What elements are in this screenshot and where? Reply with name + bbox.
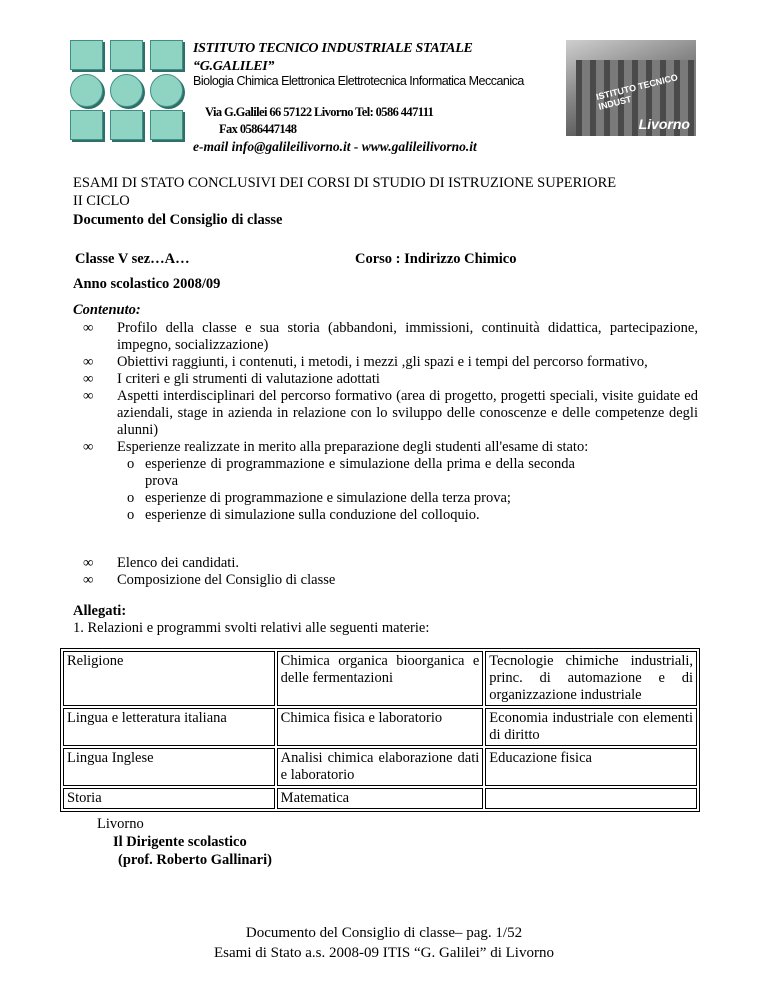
course-label: Corso : Indirizzo Chimico xyxy=(355,251,517,267)
extra-contents-list xyxy=(73,555,698,589)
signature-place: Livorno xyxy=(97,816,144,832)
table-row xyxy=(63,708,697,746)
list-item: ∞ Composizione del Consiglio di classe xyxy=(83,572,336,588)
table-row xyxy=(63,748,697,786)
table-cell: Analisi chimica elaborazione dati e laboratorio xyxy=(277,748,484,786)
table-cell: Chimica organica bioorganica e delle fermentazioni xyxy=(277,651,484,706)
table-cell: Chimica fisica e laboratorio xyxy=(277,708,484,746)
table-cell: Tecnologie chimiche industriali, princ. di automazione e di organizzazione industriale xyxy=(485,651,697,706)
list-item: ∞ Obiettivi raggiunti, i contenuti, i metodi, i mezzi ,gli spazi e i tempi del percorso formativo, xyxy=(83,354,648,370)
table-cell: Economia industriale con elementi di diritto xyxy=(485,708,697,746)
table-cell xyxy=(485,788,697,809)
attachments-item: 1. Relazioni e programmi svolti relativi alle seguenti materie: xyxy=(73,620,430,636)
exam-heading: ESAMI DI STATO CONCLUSIVI DEI CORSI DI STUDIO DI ISTRUZIONE SUPERIORE II CICLO xyxy=(73,175,617,209)
attachments-heading: Allegati: xyxy=(73,603,127,619)
school-logo xyxy=(70,40,182,140)
list-item: ∞ Profilo della classe e sua storia (abbandoni, immissioni, continuità didattica, partecipazione, impegno, socializzazione) xyxy=(83,320,698,353)
school-year: Anno scolastico 2008/09 xyxy=(73,276,221,292)
table-cell: Lingua Inglese xyxy=(63,748,275,786)
subjects-table xyxy=(60,648,700,812)
table-cell: Lingua e letteratura italiana xyxy=(63,708,275,746)
table-row xyxy=(63,651,697,706)
table-cell: Storia xyxy=(63,788,275,809)
school-email: e-mail info@galileilivorno.it - www.galileilivorno.it xyxy=(193,139,477,154)
school-building-photo: ISTITUTO TECNICO INDUST Livorno xyxy=(566,40,696,136)
page-footer xyxy=(0,923,768,963)
sub-list-item: o esperienze di programmazione e simulazione della prima e della seconda prova xyxy=(127,456,575,489)
contents-heading: Contenuto: xyxy=(73,302,141,318)
class-label: Classe V sez…A… xyxy=(75,251,190,267)
table-cell: Educazione fisica xyxy=(485,748,697,786)
list-item: ∞ Esperienze realizzate in merito alla preparazione degli studenti all'esame di stato: xyxy=(83,439,589,455)
school-name: ISTITUTO TECNICO INDUSTRIALE STATALE “G.GALILEI” xyxy=(193,41,473,74)
list-item: ∞ I criteri e gli strumenti di valutazione adottati xyxy=(83,371,380,387)
footer-page-info: Documento del Consiglio di classe– pag. 1/52 xyxy=(245,925,523,941)
footer-exam-info: Esami di Stato a.s. 2008-09 ITIS “G. Galilei” di Livorno xyxy=(214,945,554,961)
doc-title: Documento del Consiglio di classe xyxy=(73,212,283,228)
school-specializations: Biologia Chimica Elettronica Elettrotecnica Informatica Meccanica xyxy=(193,74,524,88)
table-row xyxy=(63,788,697,809)
sub-list-item: o esperienze di simulazione sulla conduzione del colloquio. xyxy=(127,507,480,523)
sub-list-item: o esperienze di programmazione e simulazione della terza prova; xyxy=(127,490,511,506)
signature-role: Il Dirigente scolastico xyxy=(113,834,247,850)
signature-name: (prof. Roberto Gallinari) xyxy=(118,852,272,868)
list-item: ∞ Aspetti interdisciplinari del percorso formativo (area di progetto, progetti speciali, visite guidate ed aziendali, stage in azienda in relazione con lo sviluppo delle conoscenze e delle competenze degli alunni) xyxy=(83,388,698,438)
school-address: Via G.Galilei 66 57122 Livorno Tel: 0586 447111 Fax 0586447148 xyxy=(205,105,434,136)
table-cell: Religione xyxy=(63,651,275,706)
contents-list xyxy=(73,320,698,524)
signature-block xyxy=(97,815,272,869)
table-cell: Matematica xyxy=(277,788,484,809)
list-item: ∞ Elenco dei candidati. xyxy=(83,555,239,571)
